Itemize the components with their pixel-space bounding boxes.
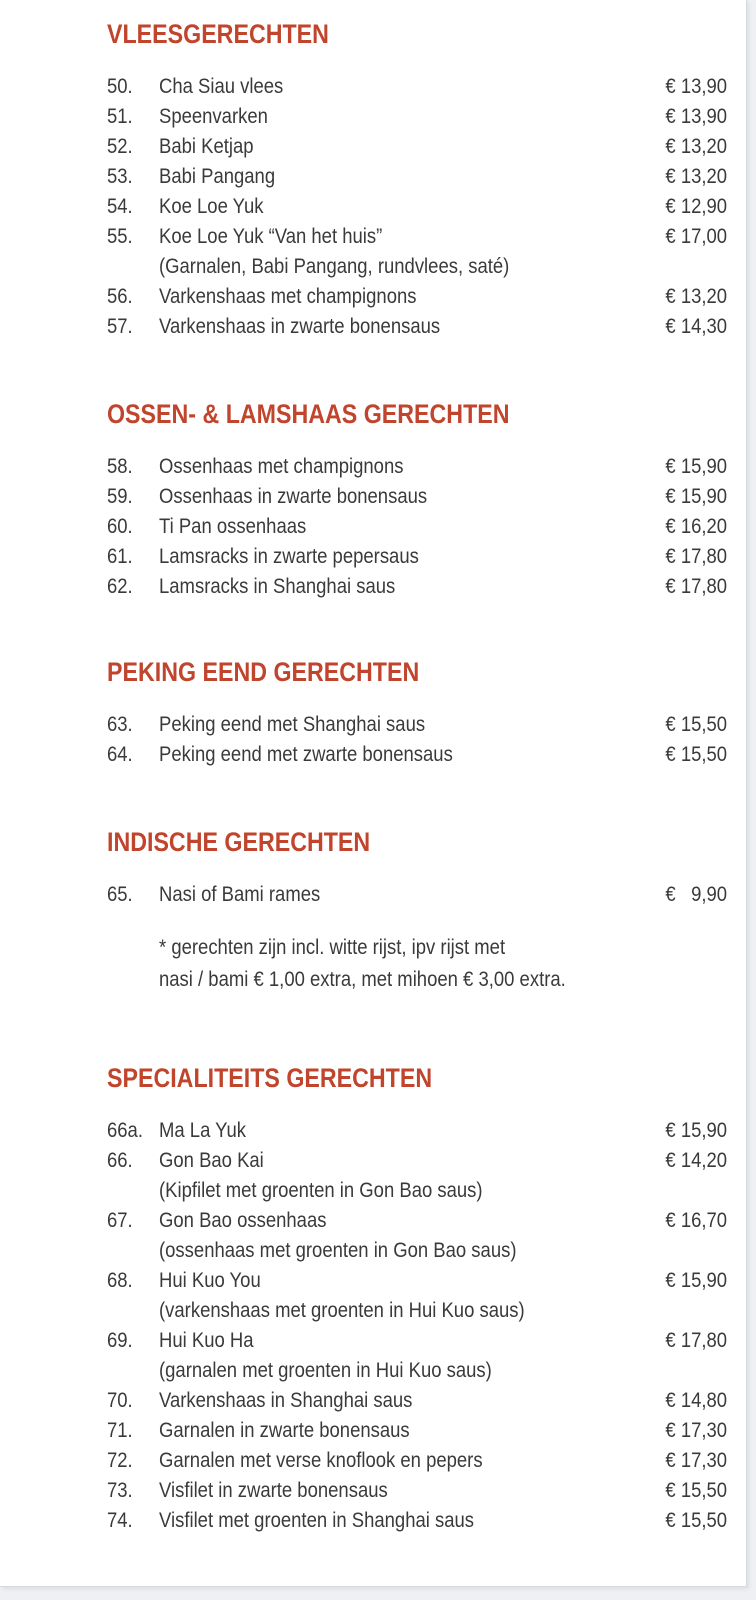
item-name: Peking eend met zwarte bonensaus	[159, 743, 453, 766]
item-price: € 15,50	[665, 713, 727, 736]
item-number: 51.	[107, 105, 133, 128]
item-number: 70.	[107, 1389, 133, 1412]
menu-item	[107, 1326, 727, 1386]
item-number: 55.	[107, 225, 133, 248]
item-price: € 16,70	[665, 1209, 727, 1232]
item-number: 61.	[107, 545, 133, 568]
menu-item	[107, 312, 727, 342]
item-price: € 17,80	[665, 575, 727, 598]
item-name: Ossenhaas met champignons	[159, 455, 404, 478]
item-number: 66a.	[107, 1119, 143, 1142]
menu-item-list	[107, 880, 727, 910]
menu-item	[107, 1386, 727, 1416]
menu-item	[107, 542, 727, 572]
menu-item	[107, 132, 727, 162]
item-number: 62.	[107, 575, 133, 598]
item-price: € 15,90	[665, 485, 727, 508]
item-price: € 15,90	[665, 1119, 727, 1142]
item-price: € 17,80	[665, 1329, 727, 1352]
item-name: Visfilet in zwarte bonensaus	[159, 1479, 388, 1502]
item-price: € 15,90	[665, 1269, 727, 1292]
item-number: 57.	[107, 315, 133, 338]
item-number: 72.	[107, 1449, 133, 1472]
item-number: 65.	[107, 883, 133, 906]
menu-item	[107, 1116, 727, 1146]
menu-item-list	[107, 452, 727, 602]
section-title: PEKING EEND GERECHTEN	[107, 657, 420, 687]
menu-item	[107, 102, 727, 132]
item-name: Garnalen in zwarte bonensaus	[159, 1419, 410, 1442]
menu-section	[107, 1062, 727, 1536]
menu-item	[107, 1266, 727, 1326]
item-name: Speenvarken	[159, 105, 268, 128]
item-name: Varkenshaas in Shanghai saus	[159, 1389, 413, 1412]
note-line: nasi / bami € 1,00 extra, met mihoen € 3,00 extra.	[159, 968, 566, 991]
item-name: Varkenshaas in zwarte bonensaus	[159, 315, 441, 338]
item-name: Varkenshaas met champignons	[159, 285, 417, 308]
item-name: Ossenhaas in zwarte bonensaus	[159, 485, 428, 508]
item-description: (garnalen met groenten in Hui Kuo saus)	[159, 1359, 492, 1382]
item-number: 54.	[107, 195, 133, 218]
item-number: 68.	[107, 1269, 133, 1292]
item-name: Ti Pan ossenhaas	[159, 515, 307, 538]
item-number: 50.	[107, 75, 133, 98]
item-name: Lamsracks in zwarte pepersaus	[159, 545, 419, 568]
item-price: € 13,20	[665, 285, 727, 308]
item-description: (Kipfilet met groenten in Gon Bao saus)	[159, 1179, 483, 1202]
item-price: € 15,90	[665, 455, 727, 478]
section-title: SPECIALITEITS GERECHTEN	[107, 1063, 433, 1093]
item-description: (Garnalen, Babi Pangang, rundvlees, saté)	[159, 255, 510, 278]
section-title: VLEESGERECHTEN	[107, 19, 329, 49]
menu-item	[107, 452, 727, 482]
section-title: OSSEN- & LAMSHAAS GERECHTEN	[107, 399, 510, 429]
menu-item	[107, 512, 727, 542]
item-price: € 14,30	[665, 315, 727, 338]
item-name: Babi Pangang	[159, 165, 276, 188]
menu-item	[107, 1206, 727, 1266]
item-number: 60.	[107, 515, 133, 538]
item-name: Koe Loe Yuk	[159, 195, 264, 218]
item-price: € 17,30	[665, 1419, 727, 1442]
section-title: INDISCHE GERECHTEN	[107, 827, 371, 857]
item-number: 59.	[107, 485, 133, 508]
menu-item	[107, 710, 727, 740]
item-name: Hui Kuo You	[159, 1269, 261, 1292]
item-number: 63.	[107, 713, 133, 736]
item-price: € 9,90	[665, 883, 727, 906]
item-number: 52.	[107, 135, 133, 158]
menu-item	[107, 282, 727, 312]
item-description: (varkenshaas met groenten in Hui Kuo saus)	[159, 1299, 525, 1322]
menu-item	[107, 880, 727, 910]
item-description: (ossenhaas met groenten in Gon Bao saus)	[159, 1239, 517, 1262]
menu-item	[107, 1416, 727, 1446]
menu-item-list	[107, 72, 727, 342]
item-price: € 14,20	[665, 1149, 727, 1172]
item-name: Lamsracks in Shanghai saus	[159, 575, 396, 598]
menu-item	[107, 1506, 727, 1536]
item-number: 74.	[107, 1509, 133, 1532]
item-price: € 17,00	[665, 225, 727, 248]
item-name: Nasi of Bami rames	[159, 883, 321, 906]
item-price: € 14,80	[665, 1389, 727, 1412]
item-price: € 13,90	[665, 75, 727, 98]
item-name: Babi Ketjap	[159, 135, 254, 158]
item-price: € 13,20	[665, 135, 727, 158]
item-name: Cha Siau vlees	[159, 75, 284, 98]
item-name: Gon Bao ossenhaas	[159, 1209, 327, 1232]
note-line: * gerechten zijn incl. witte rijst, ipv rijst met	[159, 936, 506, 959]
item-number: 53.	[107, 165, 133, 188]
item-name: Visfilet met groenten in Shanghai saus	[159, 1509, 475, 1532]
item-price: € 16,20	[665, 515, 727, 538]
item-price: € 13,90	[665, 105, 727, 128]
item-price: € 17,80	[665, 545, 727, 568]
item-name: Peking eend met Shanghai saus	[159, 713, 426, 736]
menu-item-list	[107, 1116, 727, 1536]
item-number: 56.	[107, 285, 133, 308]
item-price: € 15,50	[665, 1509, 727, 1532]
menu-item	[107, 162, 727, 192]
menu-section	[107, 656, 727, 770]
menu-section	[107, 826, 727, 996]
item-price: € 13,20	[665, 165, 727, 188]
menu-section	[107, 398, 727, 602]
menu-item	[107, 1446, 727, 1476]
menu-item	[107, 72, 727, 102]
menu-item	[107, 482, 727, 512]
item-number: 71.	[107, 1419, 133, 1442]
item-number: 69.	[107, 1329, 133, 1352]
menu-section	[107, 18, 727, 342]
item-name: Garnalen met verse knoflook en pepers	[159, 1449, 483, 1472]
item-number: 64.	[107, 743, 133, 766]
item-number: 66.	[107, 1149, 133, 1172]
item-name: Gon Bao Kai	[159, 1149, 264, 1172]
menu-item	[107, 1476, 727, 1506]
item-price: € 15,50	[665, 743, 727, 766]
item-number: 73.	[107, 1479, 133, 1502]
item-price: € 12,90	[665, 195, 727, 218]
item-name: Ma La Yuk	[159, 1119, 246, 1142]
menu-item-list	[107, 710, 727, 770]
menu-item	[107, 572, 727, 602]
menu-item	[107, 222, 727, 282]
section-note	[159, 932, 659, 996]
menu-item	[107, 192, 727, 222]
item-name: Koe Loe Yuk “Van het huis”	[159, 225, 383, 248]
item-number: 67.	[107, 1209, 133, 1232]
item-number: 58.	[107, 455, 133, 478]
item-price: € 15,50	[665, 1479, 727, 1502]
item-price: € 17,30	[665, 1449, 727, 1472]
menu-item	[107, 1146, 727, 1206]
menu-item	[107, 740, 727, 770]
item-name: Hui Kuo Ha	[159, 1329, 254, 1352]
